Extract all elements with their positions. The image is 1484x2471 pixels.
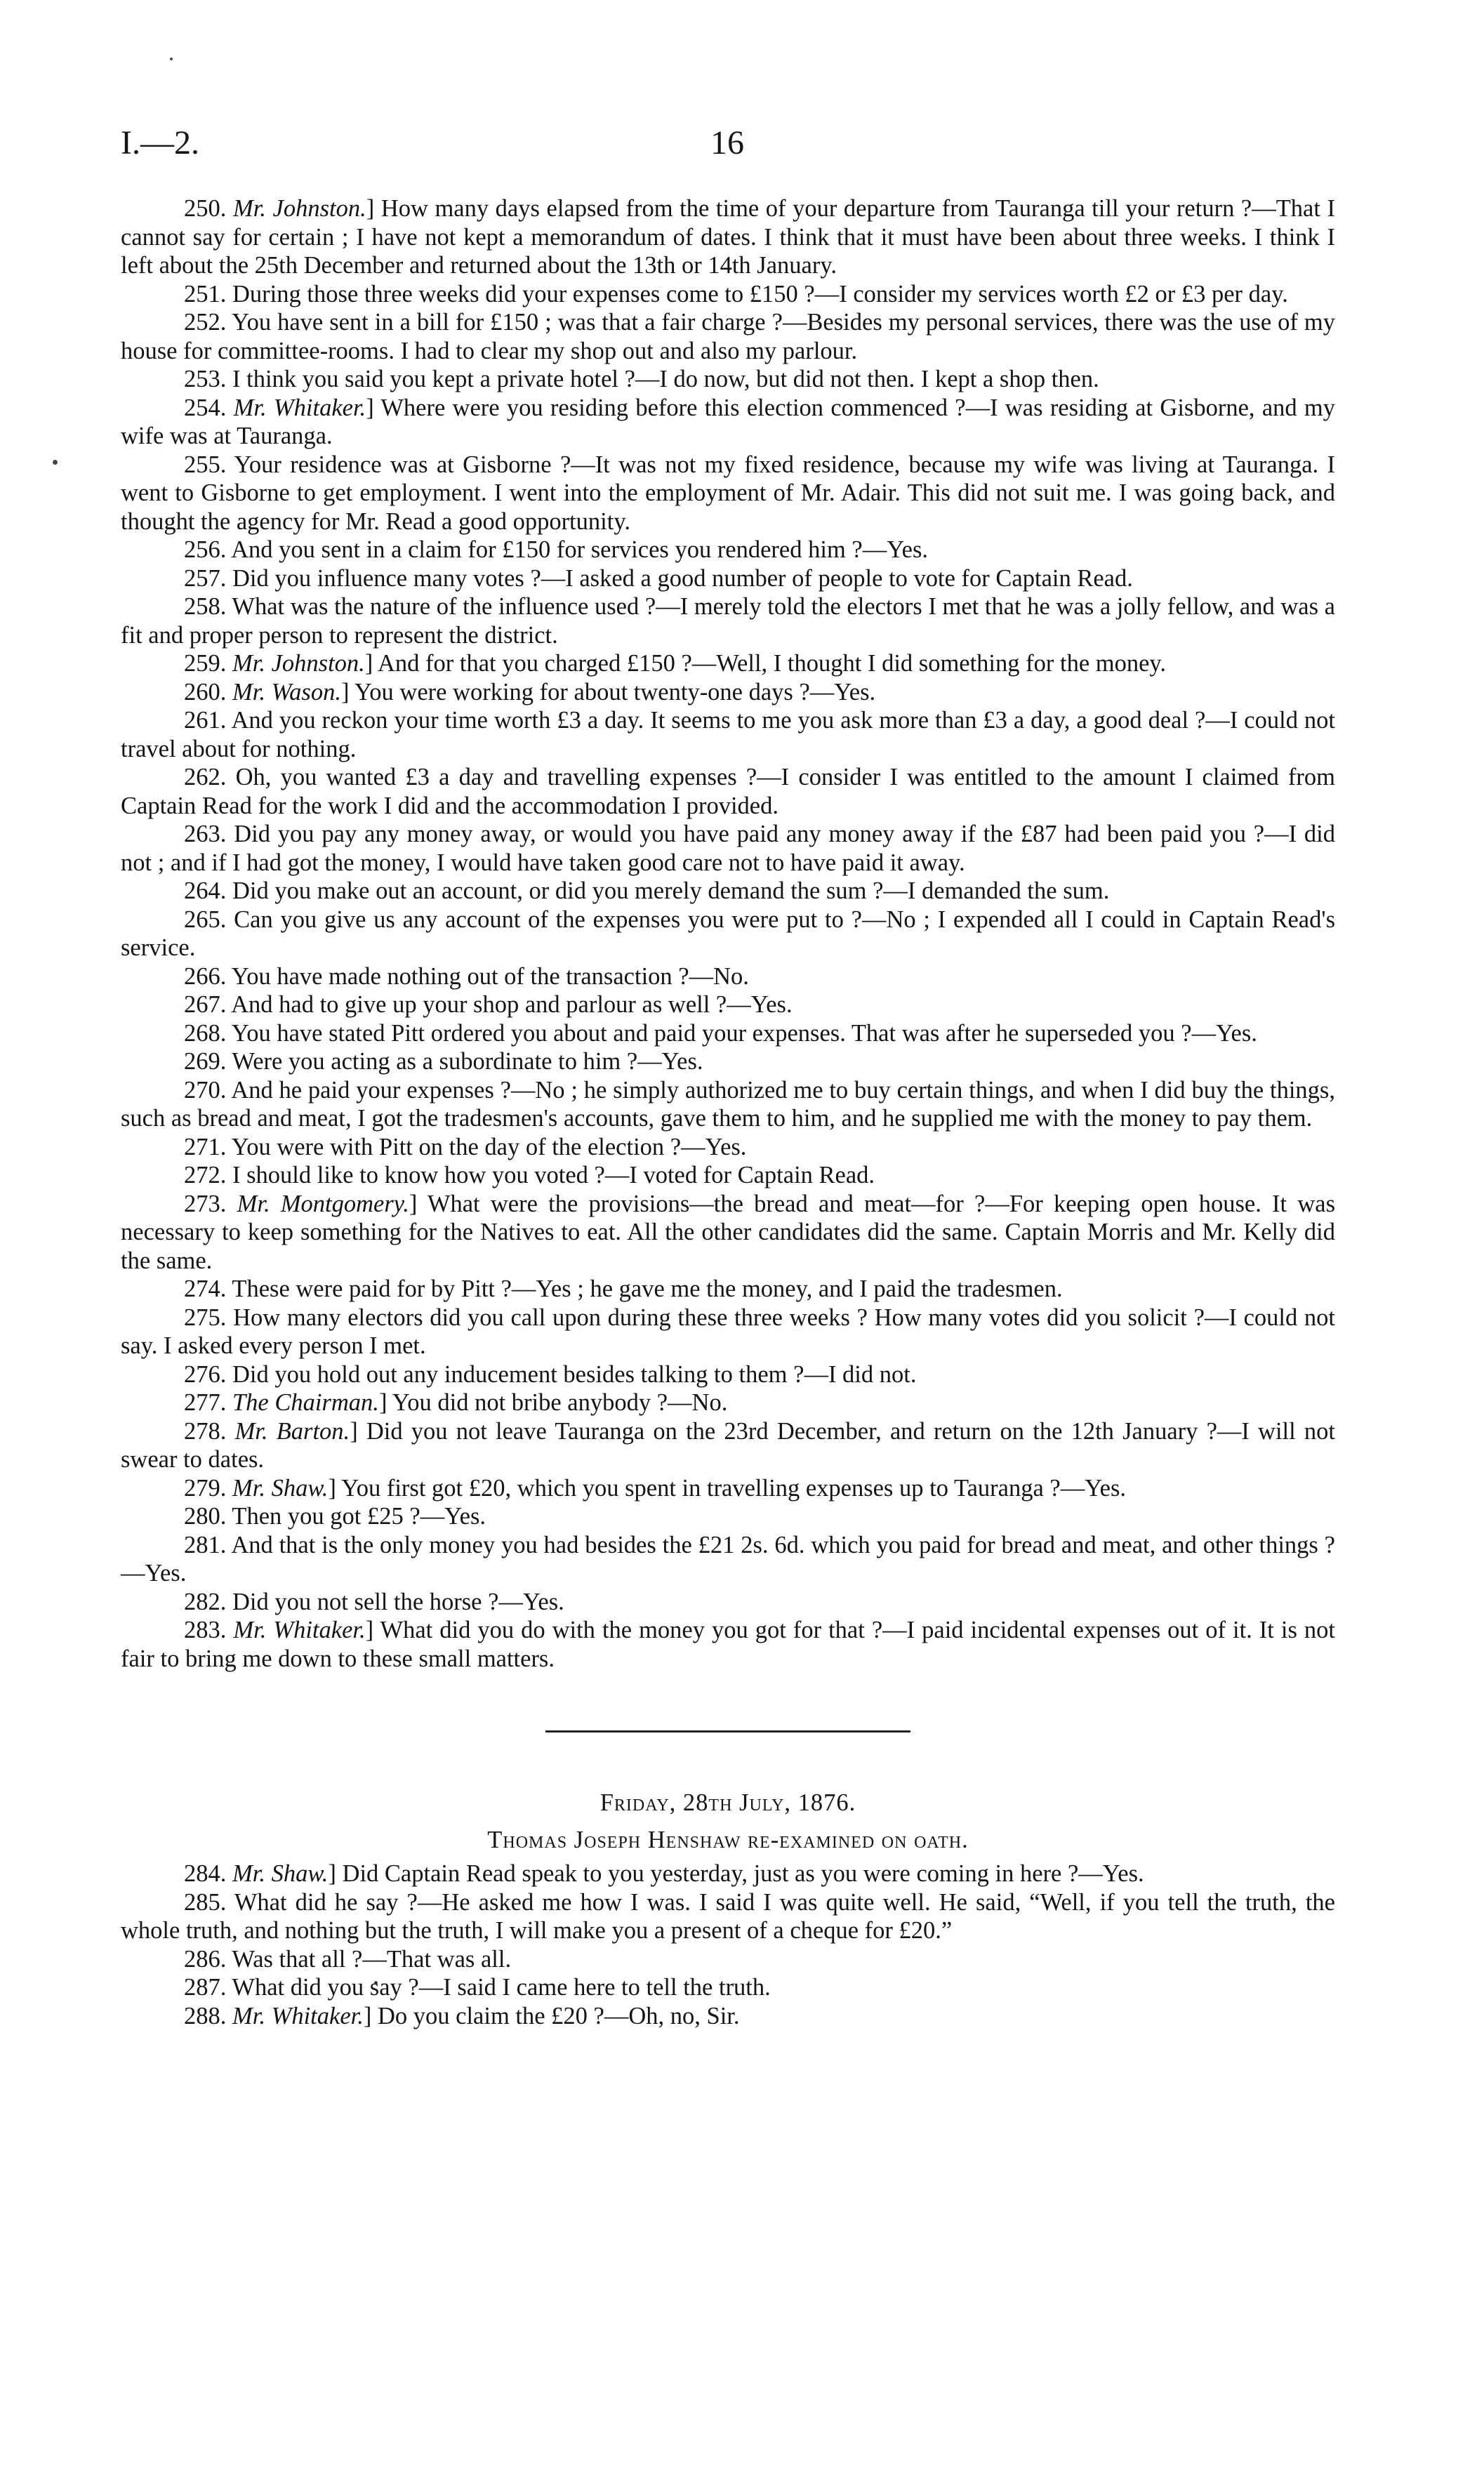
- question-text: You have stated Pitt ordered you about and paid your expenses. That was after he superseded you ?—Yes.: [231, 1019, 1257, 1047]
- question-number: 254.: [184, 394, 227, 421]
- question-text: How many days elapsed from the time of your departure from Tauranga till your return ?—That I cannot say for certain ; I have not kept a memorandum of dates. I think that it must have been about three weeks. I think I left about the 25th December and returned about the 13th or 14th January.: [121, 195, 1336, 279]
- question-text: You were with Pitt on the day of the election ?—Yes.: [231, 1133, 747, 1160]
- question-number: 257.: [184, 564, 227, 592]
- speaker-name: Mr. Johnston.: [232, 650, 365, 677]
- speaker-name: The Chairman.: [232, 1389, 379, 1416]
- question-text: And for that you charged £150 ?—Well, I thought I did something for the money.: [378, 650, 1167, 677]
- question-number: 282.: [184, 1588, 227, 1615]
- testimony-part-1: [121, 194, 1335, 1673]
- question-paragraph: [121, 564, 1335, 593]
- speaker-name: Mr. Whitaker.: [233, 394, 366, 421]
- question-paragraph: [121, 1047, 1335, 1076]
- question-number: 261.: [184, 707, 227, 734]
- question-number: 280.: [184, 1503, 227, 1530]
- question-number: 250.: [184, 195, 227, 222]
- question-text: You have sent in a bill for £150 ; was that a fair charge ?—Besides my personal services, there was the use of my house for committee-rooms. I had to clear my shop out and also my parlour.: [121, 309, 1336, 364]
- question-text: How many electors did you call upon during these three weeks ? How many votes did you solicit ?—I could not say. I asked every person I met.: [121, 1304, 1336, 1359]
- question-number: 263.: [184, 821, 227, 847]
- speaker-name: Mr. Barton.: [234, 1417, 350, 1445]
- question-paragraph: [121, 365, 1335, 394]
- scan-speck: [53, 460, 58, 465]
- question-text: Did you influence many votes ?—I asked a good number of people to vote for Captain Read.: [232, 564, 1133, 592]
- question-number: 258.: [184, 593, 227, 620]
- question-paragraph: [121, 1973, 1335, 2002]
- question-number: 270.: [184, 1076, 227, 1104]
- question-paragraph: 288. Mr. Whitaker.] Do you claim the £20 ?—Oh, no, Sir.: [184, 2002, 740, 2029]
- question-number: 273.: [184, 1190, 227, 1217]
- question-paragraph: [121, 308, 1335, 365]
- question-number: 251.: [184, 280, 227, 307]
- speaker-name: Mr. Johnston.: [232, 195, 366, 222]
- question-paragraph: [121, 592, 1335, 649]
- question-paragraph: [121, 706, 1335, 763]
- question-text: Was that all ?—That was all.: [232, 1945, 512, 1973]
- question-paragraph: [121, 451, 1335, 536]
- question-paragraph: 250. Mr. Johnston.] How many days elapsed from the time of your departure from Tauranga till your return ?—That I cannot say for certain ; I have not kept a memorandum of dates. I think that it must have been about three weeks. I think I left about the 25th December and returned about the 13th or 14th January.: [121, 195, 1336, 279]
- question-number: 288.: [184, 2002, 227, 2029]
- question-text: And you reckon your time worth £3 a day. It seems to me you ask more than £3 a day, a good deal ?—I could not travel about for nothing.: [121, 707, 1335, 762]
- speaker-name: Mr. Whitaker.: [233, 1617, 366, 1643]
- question-paragraph: [121, 877, 1335, 906]
- question-text: I should like to know how you voted ?—I voted for Captain Read.: [232, 1162, 875, 1188]
- question-number: 267.: [184, 991, 227, 1018]
- question-text: Where were you residing before this election commenced ?—I was residing at Gisborne, and my wife was at Tauranga.: [121, 394, 1336, 449]
- session-date: Friday, 28th July, 1876.: [599, 1789, 856, 1816]
- question-number: 252.: [184, 309, 227, 336]
- question-paragraph: [121, 280, 1335, 309]
- question-text: You first got £20, which you spent in travelling expenses up to Tauranga ?—Yes.: [341, 1474, 1127, 1502]
- question-number: 285.: [184, 1888, 227, 1916]
- question-paragraph: [121, 1133, 1335, 1162]
- question-paragraph: [121, 1360, 1335, 1389]
- question-number: 284.: [184, 1860, 227, 1887]
- speaker-name: Mr. Whitaker.: [232, 2002, 364, 2029]
- question-number: 268.: [184, 1019, 227, 1047]
- page-header: [121, 124, 1335, 166]
- question-text: You have made nothing out of the transaction ?—No.: [231, 962, 749, 990]
- question-text: These were paid for by Pitt ?—Yes ; he gave me the money, and I paid the tradesmen.: [232, 1276, 1063, 1302]
- question-text: Then you got £25 ?—Yes.: [232, 1503, 486, 1530]
- section-divider: [545, 1730, 910, 1733]
- question-paragraph: 284. Mr. Shaw.] Did Captain Read speak to you yesterday, just as you were coming in here ?—Yes.: [184, 1860, 1144, 1887]
- speaker-name: Mr. Wason.: [232, 678, 341, 705]
- question-number: 283.: [184, 1617, 227, 1643]
- question-text: I think you said you kept a private hotel ?—I do now, but did not then. I kept a shop then.: [232, 366, 1099, 392]
- speaker-name: Mr. Montgomery.: [237, 1190, 409, 1217]
- question-number: 275.: [184, 1304, 227, 1331]
- question-text: Did you pay any money away, or would you have paid any money away if the £87 had been paid you ?—I did not ; and if I had got the money, I would have taken good care not to have paid it away.: [121, 821, 1336, 876]
- question-paragraph: [121, 1945, 1335, 1974]
- question-paragraph: [121, 1076, 1335, 1133]
- question-number: 265.: [184, 906, 227, 933]
- question-text: Do you claim the £20 ?—Oh, no, Sir.: [377, 2002, 740, 2029]
- witness-heading: Thomas Joseph Henshaw re-examined on oath.: [487, 1826, 969, 1853]
- question-text: Did you hold out any inducement besides talking to them ?—I did not.: [232, 1360, 917, 1388]
- question-paragraph: [121, 962, 1335, 991]
- question-number: 256.: [184, 536, 227, 563]
- document-reference: I.—2.: [121, 124, 199, 161]
- question-text: You were working for about twenty-one days ?—Yes.: [354, 678, 876, 705]
- question-text: Can you give us any account of the expenses you were put to ?—No ; I expended all I could in Captain Read's service.: [121, 906, 1335, 961]
- question-text: During those three weeks did your expenses come to £150 ?—I consider my services worth £2 or £3 per day.: [232, 280, 1288, 307]
- question-text: And had to give up your shop and parlour as well ?—Yes.: [231, 991, 793, 1018]
- question-number: 279.: [184, 1474, 227, 1502]
- question-paragraph: [121, 763, 1335, 820]
- question-paragraph: [121, 991, 1335, 1019]
- testimony-part-2: [121, 1860, 1335, 2030]
- speaker-name: Mr. Shaw.: [232, 1860, 329, 1887]
- question-number: 266.: [184, 962, 227, 990]
- question-paragraph: [121, 536, 1335, 564]
- question-paragraph: 260. Mr. Wason.] You were working for about twenty-one days ?—Yes.: [184, 678, 876, 705]
- question-paragraph: 279. Mr. Shaw.] You first got £20, which you spent in travelling expenses up to Tauranga ?—Yes.: [184, 1474, 1127, 1502]
- question-text: What was the nature of the influence used ?—I merely told the electors I met that he was a jolly fellow, and was a fit and proper person to represent the district.: [121, 593, 1335, 649]
- question-text: What did you say ?—I said I came here to tell the truth.: [232, 1974, 771, 2001]
- question-paragraph: 283. Mr. Whitaker.] What did you do with the money you got for that ?—I paid incidental expenses out of it. It is not fair to bring me down to these small matters.: [121, 1617, 1335, 1672]
- question-text: Your residence was at Gisborne ?—It was not my fixed residence, because my wife was living at Tauranga. I went to Gisborne to get employment. I went into the employment of Mr. Adair. This did not suit me. I was going back, and thought the agency for Mr. Read a good opportunity.: [121, 451, 1335, 535]
- question-text: Did you not sell the horse ?—Yes.: [232, 1588, 564, 1615]
- question-number: 260.: [184, 678, 227, 705]
- question-number: 269.: [184, 1048, 227, 1075]
- page-number: 16: [710, 124, 744, 161]
- question-paragraph: 273. Mr. Montgomery.] What were the provisions—the bread and meat—for ?—For keeping open house. It was necessary to keep something for the Natives to eat. All the other candidates did the same. Captain Morris and Mr. Kelly did the same.: [121, 1190, 1335, 1274]
- question-paragraph: 259. Mr. Johnston.] And for that you charged £150 ?—Well, I thought I did something for the money.: [184, 650, 1167, 677]
- question-paragraph: [121, 1304, 1335, 1360]
- question-text: You did not bribe anybody ?—No.: [392, 1389, 728, 1416]
- question-text: And that is the only money you had besides the £21 2s. 6d. which you paid for bread and meat, and other things ?—Yes.: [121, 1531, 1335, 1586]
- question-text: And you sent in a claim for £150 for services you rendered him ?—Yes.: [231, 536, 929, 563]
- question-number: 262.: [184, 764, 227, 790]
- question-paragraph: [121, 1275, 1335, 1304]
- page-body: [121, 194, 1335, 2030]
- question-paragraph: 278. Mr. Barton.] Did you not leave Tauranga on the 23rd December, and return on the 12th January ?—I will not swear to dates.: [121, 1417, 1336, 1473]
- question-number: 255.: [184, 451, 227, 478]
- question-number: 271.: [184, 1133, 227, 1160]
- question-number: 274.: [184, 1276, 227, 1302]
- question-number: 276.: [184, 1360, 227, 1388]
- question-number: 286.: [184, 1945, 227, 1973]
- question-text: And he paid your expenses ?—No ; he simply authorized me to buy certain things, and when I did buy the things, such as bread and meat, I got the tradesmen's accounts, gave them to him, and he supplied me with the money to pay them.: [121, 1076, 1335, 1132]
- scan-speck: [170, 58, 173, 60]
- question-paragraph: [121, 1588, 1335, 1617]
- question-text: What did you do with the money you got for that ?—I paid incidental expenses out of it. It is not fair to bring me down to these small matters.: [121, 1617, 1335, 1672]
- question-text: Oh, you wanted £3 a day and travelling expenses ?—I consider I was entitled to the amount I claimed from Captain Read for the work I did and the accommodation I provided.: [121, 764, 1335, 819]
- question-text: Did you not leave Tauranga on the 23rd December, and return on the 12th January ?—I will not swear to dates.: [121, 1417, 1336, 1473]
- question-number: 277.: [184, 1389, 227, 1416]
- question-paragraph: [121, 820, 1335, 877]
- question-paragraph: [121, 1019, 1335, 1048]
- question-text: Did Captain Read speak to you yesterday, just as you were coming in here ?—Yes.: [342, 1860, 1144, 1887]
- question-paragraph: 277. The Chairman.] You did not bribe anybody ?—No.: [184, 1389, 728, 1416]
- question-text: What did he say ?—He asked me how I was. I said I was quite well. He said, “Well, if you tell the truth, the whole truth, and nothing but the truth, I will make you a present of a cheque for £20.”: [121, 1888, 1335, 1944]
- question-number: 278.: [184, 1417, 227, 1445]
- question-text: What were the provisions—the bread and meat—for ?—For keeping open house. It was necessary to keep something for the Natives to eat. All the other candidates did the same. Captain Morris and Mr. Kelly did the same.: [121, 1190, 1335, 1274]
- question-number: 272.: [184, 1162, 227, 1188]
- question-paragraph: [121, 1161, 1335, 1190]
- question-paragraph: [121, 1888, 1335, 1945]
- question-paragraph: [121, 1502, 1335, 1531]
- question-number: 259.: [184, 650, 227, 677]
- question-paragraph: [121, 906, 1335, 962]
- question-number: 264.: [184, 877, 227, 904]
- question-paragraph: [121, 1531, 1335, 1588]
- question-number: 287.: [184, 1974, 227, 2001]
- question-number: 281.: [184, 1531, 227, 1558]
- question-paragraph: 254. Mr. Whitaker.] Where were you residing before this election commenced ?—I was residing at Gisborne, and my wife was at Tauranga.: [121, 394, 1336, 449]
- question-text: Did you make out an account, or did you merely demand the sum ?—I demanded the sum.: [232, 877, 1110, 904]
- question-number: 253.: [184, 366, 227, 392]
- speaker-name: Mr. Shaw.: [232, 1474, 329, 1502]
- question-text: Were you acting as a subordinate to him ?—Yes.: [232, 1048, 703, 1075]
